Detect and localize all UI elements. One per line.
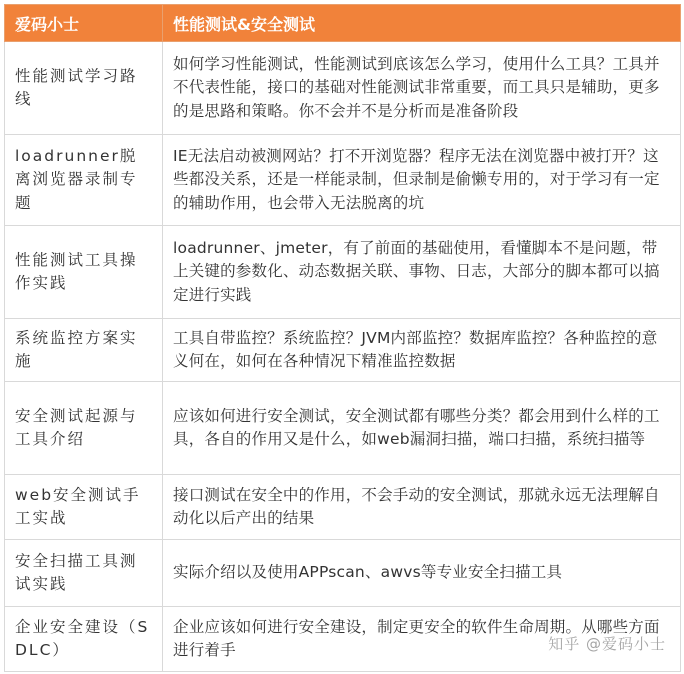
table-row bbox=[5, 475, 681, 540]
table-row bbox=[5, 135, 681, 226]
page bbox=[4, 4, 680, 672]
description-cell: 实际介绍以及使用APPscan、awvs等专业安全扫描工具 bbox=[163, 540, 681, 607]
table-row bbox=[5, 540, 681, 607]
topic-cell: web安全测试手工实战 bbox=[5, 475, 163, 540]
topic-cell: 性能测试工具操作实践 bbox=[5, 226, 163, 319]
header-cell-author: 爱码小士 bbox=[5, 5, 163, 42]
table-row bbox=[5, 226, 681, 319]
header-cell-subject: 性能测试&安全测试 bbox=[163, 5, 681, 42]
zhihu-watermark: 知乎 @爱码小士 bbox=[548, 635, 666, 653]
description-cell: 应该如何进行安全测试，安全测试都有哪些分类？都会用到什么样的工具，各自的作用又是什么，如web漏洞扫描，端口扫描，系统扫描等 bbox=[163, 382, 681, 475]
description-cell: 如何学习性能测试，性能测试到底该怎么学习，使用什么工具？工具并不代表性能，接口的基础对性能测试非常重要，而工具只是辅助，更多的是思路和策略。你不会并不是分析而是准备阶段 bbox=[163, 42, 681, 135]
table-row bbox=[5, 319, 681, 382]
description-cell: 工具自带监控？系统监控？JVM内部监控？数据库监控？各种监控的意义何在，如何在各种情况下精准监控数据 bbox=[163, 319, 681, 382]
description-cell: 企业应该如何进行安全建设，制定更安全的软件生命周期。从哪些方面进行着手 bbox=[163, 607, 681, 672]
description-cell: 接口测试在安全中的作用，不会手动的安全测试，那就永远无法理解自动化以后产出的结果 bbox=[163, 475, 681, 540]
topic-cell: loadrunner脱离浏览器录制专题 bbox=[5, 135, 163, 226]
table-row bbox=[5, 42, 681, 135]
course-table bbox=[4, 4, 681, 672]
table-row bbox=[5, 382, 681, 475]
topic-cell: 安全测试起源与工具介绍 bbox=[5, 382, 163, 475]
description-cell: IE无法启动被测网站？打不开浏览器？程序无法在浏览器中被打开？这些都没关系，还是一样能录制，但录制是偷懒专用的，对于学习有一定的辅助作用，也会带入无法脱离的坑 bbox=[163, 135, 681, 226]
table-header-row bbox=[5, 5, 681, 42]
topic-cell: 系统监控方案实施 bbox=[5, 319, 163, 382]
topic-cell: 安全扫描工具测试实践 bbox=[5, 540, 163, 607]
description-cell: loadrunner、jmeter，有了前面的基础使用，看懂脚本不是问题，带上关键的参数化、动态数据关联、事物、日志，大部分的脚本都可以搞定进行实践 bbox=[163, 226, 681, 319]
topic-cell: 企业安全建设（SDLC） bbox=[5, 607, 163, 672]
topic-cell: 性能测试学习路线 bbox=[5, 42, 163, 135]
